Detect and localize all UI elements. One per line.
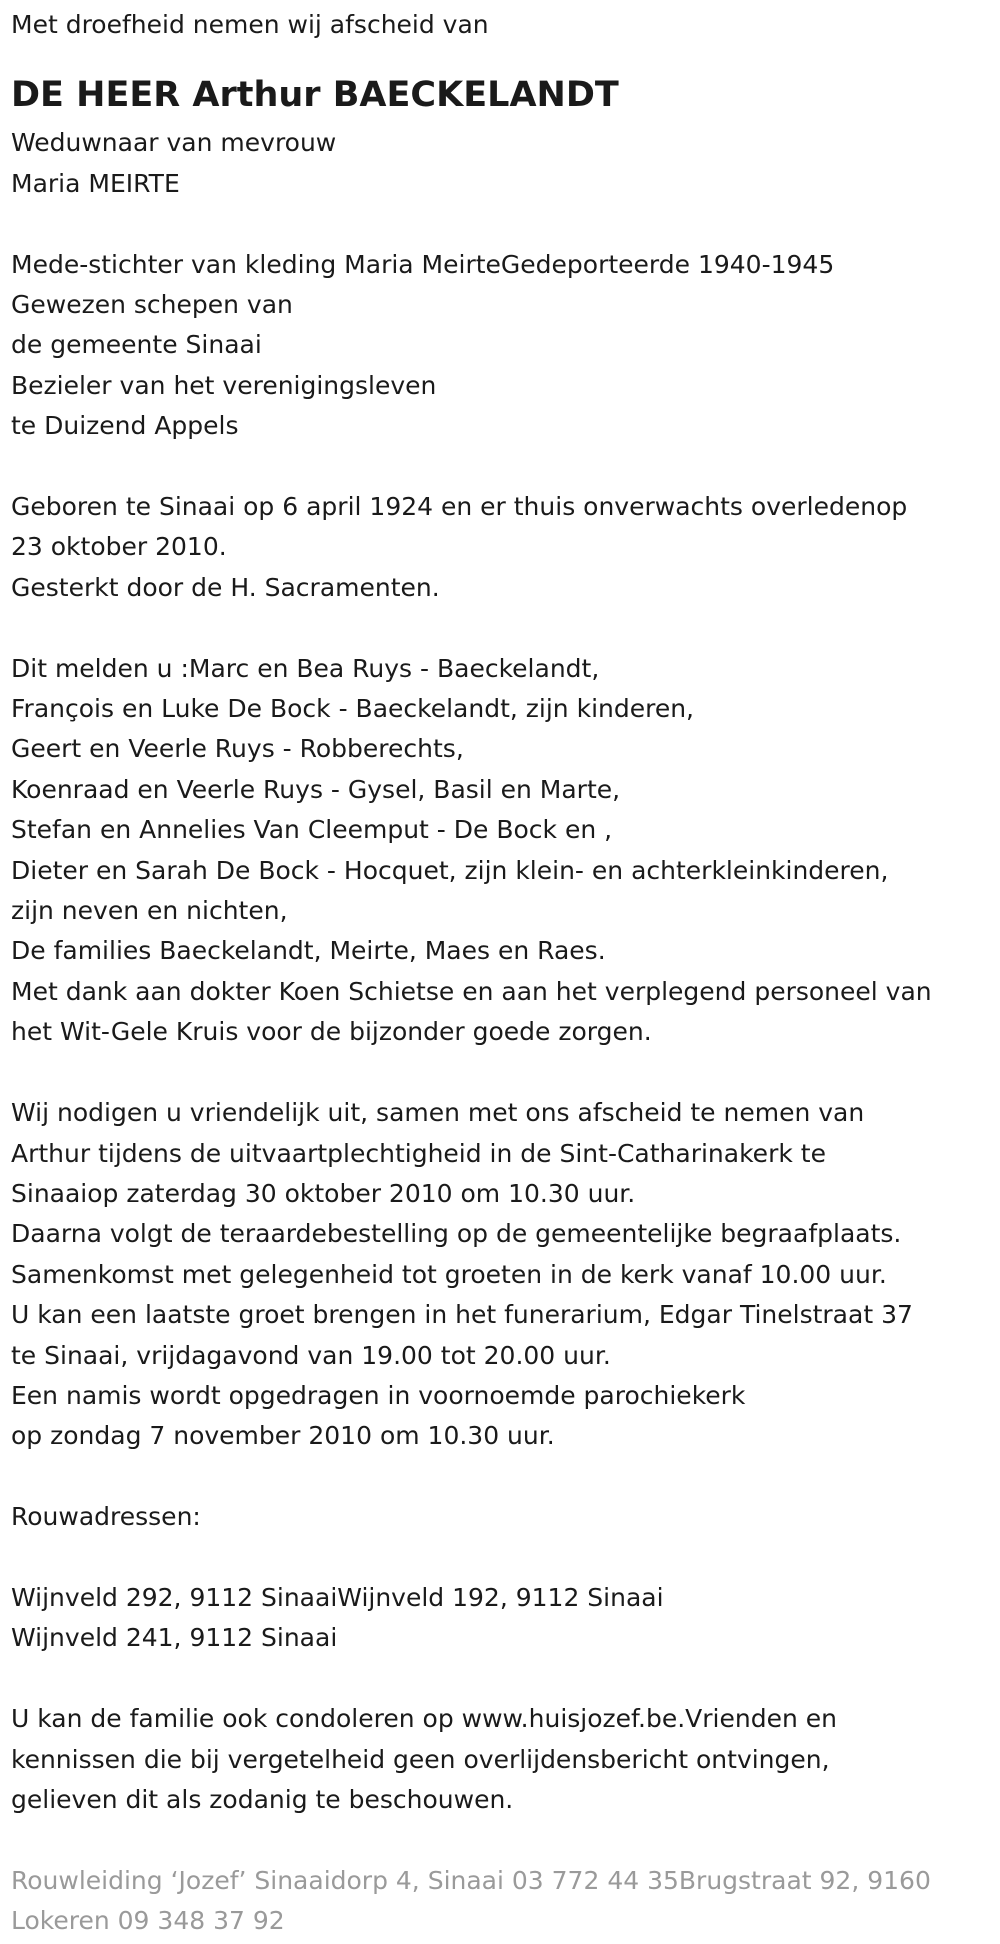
spacer <box>11 1457 996 1497</box>
condolence-line: kennissen die bij vergetelheid geen overlijdensbericht ontvingen, <box>11 1744 830 1774</box>
family-line: het Wit-Gele Kruis voor de bijzonder goede zorgen. <box>11 1017 652 1047</box>
spacer <box>11 608 996 648</box>
spacer <box>11 1659 996 1699</box>
condolences-section <box>11 1699 996 1820</box>
family-line: François en Luke De Bock - Baeckelandt, zijn kinderen, <box>11 694 695 724</box>
family-section <box>11 649 996 1053</box>
family-line: Stefan en Annelies Van Cleemput - De Bock en , <box>11 815 613 845</box>
spouse-line: Weduwnaar van mevrouw <box>11 128 337 158</box>
family-line: De families Baeckelandt, Meirte, Maes en Raes. <box>11 936 606 966</box>
birth-line: Geboren te Sinaai op 6 april 1924 en er thuis onverwachts overledenop <box>11 492 908 522</box>
function-line: te Duizend Appels <box>11 411 239 441</box>
spouse-line: Maria MEIRTE <box>11 168 180 198</box>
function-line: de gemeente Sinaai <box>11 330 262 360</box>
ceremony-line: Samenkomst met gelegenheid tot groeten in de kerk vanaf 10.00 uur. <box>11 1259 887 1289</box>
condolence-line: U kan de familie ook condoleren op www.huisjozef.be.Vrienden en <box>11 1704 837 1734</box>
condolence-line: gelieven dit als zodanig te beschouwen. <box>11 1784 514 1814</box>
ceremony-line: te Sinaai, vrijdagavond van 19.00 tot 20.00 uur. <box>11 1340 611 1370</box>
spacer <box>11 1820 996 1860</box>
address-line: Wijnveld 292, 9112 SinaaiWijnveld 192, 9112 Sinaai <box>11 1582 664 1612</box>
deceased-name: DE HEER Arthur BAECKELANDT <box>11 75 619 116</box>
intro-text: Met droefheid nemen wij afscheid van <box>11 10 489 39</box>
ceremony-section <box>11 1093 996 1457</box>
ceremony-line: Daarna volgt de teraardebestelling op de gemeentelijke begraafplaats. <box>11 1219 902 1249</box>
family-line: Met dank aan dokter Koen Schietse en aan het verplegend personeel van <box>11 976 932 1006</box>
spacer <box>11 1053 996 1093</box>
ceremony-line: Arthur tijdens de uitvaartplechtigheid in de Sint-Catharinakerk te <box>11 1138 826 1168</box>
address-line: Wijnveld 241, 9112 Sinaai <box>11 1623 338 1653</box>
ceremony-line: op zondag 7 november 2010 om 10.30 uur. <box>11 1421 555 1451</box>
family-line: Geert en Veerle Ruys - Robberechts, <box>11 734 464 764</box>
ceremony-line: Een namis wordt opgedragen in voornoemde parochiekerk <box>11 1380 746 1410</box>
addresses-label: Rouwadressen: <box>11 1502 201 1532</box>
function-line: Mede-stichter van kleding Maria MeirteGedeporteerde 1940-1945 <box>11 249 835 279</box>
footer-line: Rouwleiding ‘Jozef’ Sinaaidorp 4, Sinaai 03 772 44 35Brugstraat 92, 9160 <box>11 1865 931 1895</box>
spacer <box>11 1538 996 1578</box>
birth-line: 23 oktober 2010. <box>11 532 227 562</box>
family-line: Dieter en Sarah De Bock - Hocquet, zijn klein- en achterkleinkinderen, <box>11 855 889 885</box>
funeral-director-footer <box>11 1861 996 1942</box>
footer-line: Lokeren 09 348 37 92 <box>11 1906 285 1936</box>
ceremony-line: Sinaaiop zaterdag 30 oktober 2010 om 10.30 uur. <box>11 1178 636 1208</box>
birth-line: Gesterkt door de H. Sacramenten. <box>11 572 440 602</box>
function-line: Bezieler van het verenigingsleven <box>11 370 437 400</box>
spouse-section <box>11 123 996 204</box>
family-line: zijn neven en nichten, <box>11 896 288 926</box>
family-line: Dit melden u :Marc en Bea Ruys - Baeckelandt, <box>11 653 600 683</box>
family-line: Koenraad en Veerle Ruys - Gysel, Basil en Marte, <box>11 774 621 804</box>
ceremony-line: U kan een laatste groet brengen in het funerarium, Edgar Tinelstraat 37 <box>11 1300 913 1330</box>
spacer <box>11 447 996 487</box>
birth-section <box>11 487 996 608</box>
ceremony-line: Wij nodigen u vriendelijk uit, samen met ons afscheid te nemen van <box>11 1098 865 1128</box>
functions-section <box>11 245 996 447</box>
obituary-document <box>11 0 996 1942</box>
function-line: Gewezen schepen van <box>11 290 293 320</box>
addresses-section <box>11 1578 996 1659</box>
spacer <box>11 204 996 244</box>
